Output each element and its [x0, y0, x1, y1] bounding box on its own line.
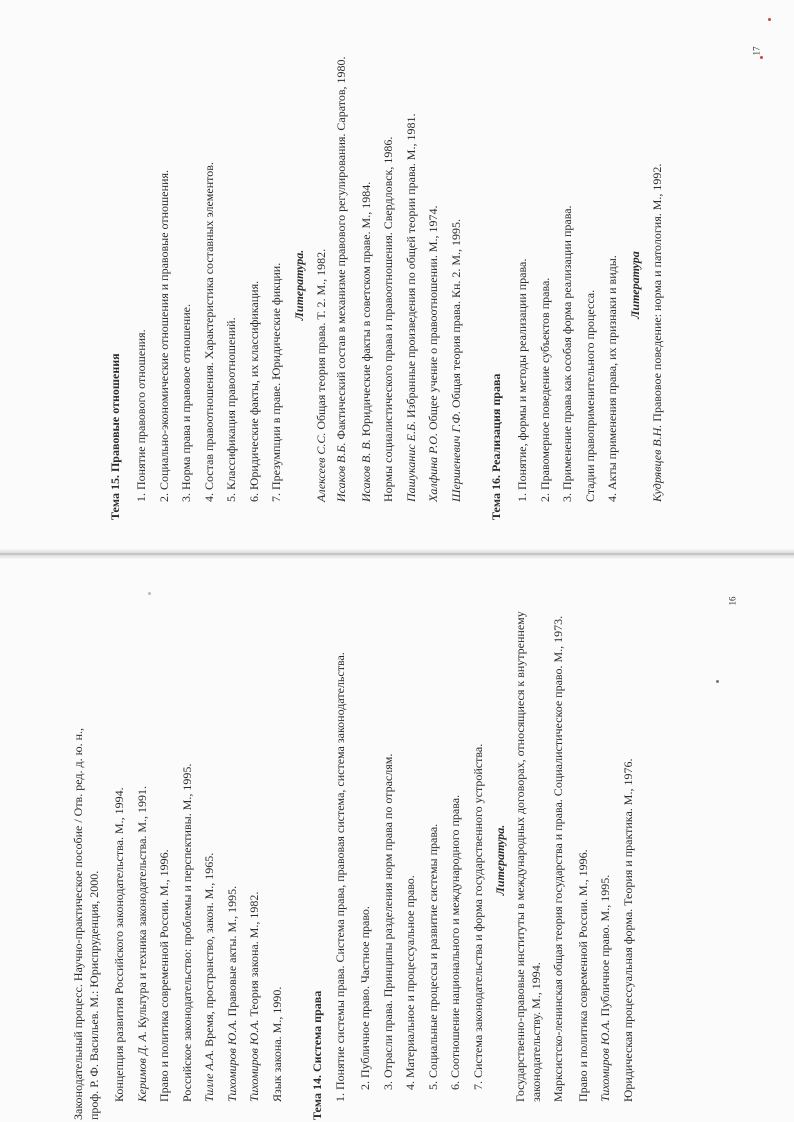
topic-14-item: 4. Материальное и процессуальное право. — [403, 875, 417, 1090]
topic-14-item: 7. Система законодательства и форма государственного устройства. — [470, 743, 485, 1090]
reference: Керимов Д. А. Культура и техника законодательства. М., 1991. — [134, 785, 149, 1102]
literature-item: Право и политика современной России. М., 1996. — [575, 849, 590, 1102]
literature-item: Халфина Р.О. Общее учение о правоотношении. М., 1974. — [426, 205, 440, 502]
topic-14-title: Тема 14. Система права — [310, 990, 324, 1120]
scan-speck — [768, 18, 771, 21]
literature-heading: Литература. — [493, 824, 507, 896]
topic-16-item: Стадии правоприменительного процесса. — [582, 289, 597, 502]
continuation-line: проф. Р. Ф. Васильев. М.: Юриспруденция, 2000. — [87, 870, 101, 1120]
reference: Право и политика современной России. М., 1996. — [157, 849, 171, 1102]
topic-16-item: 3. Применение права как особая форма реализации права. — [560, 205, 574, 502]
literature-item: Марксистско-ленинская общая теория государства и права. Социалистическое право. М., 1973. — [550, 615, 565, 1102]
page-number-16: 16 — [727, 596, 738, 606]
page-16 — [70, 600, 640, 1120]
literature-item: Алексеев С.С. Общая теория права. Т. 2. М., 1982. — [314, 248, 328, 502]
topic-14-item: 2. Публичное право. Частное право. — [358, 906, 372, 1090]
literature-item: Тихомиров Ю.А. Публичное право. М., 1995. — [598, 874, 612, 1102]
reference: Тихомиров Ю.А. Правовые акты. М., 1995. — [224, 885, 239, 1102]
literature-item: Шершеневич Г.Ф. Общая теория права. Кн. 2. М., 1995. — [448, 218, 463, 502]
reference: Концепция развития Российского законодательства. М., 1994. — [112, 787, 126, 1102]
literature-item: Государственно-правовые институты в международных договорах, относящиеся к внутреннему законодательству. М., 1994. — [512, 611, 543, 1102]
page-17 — [100, 50, 720, 520]
literature-item: Кудрявцев В.Н. Правовое поведение: норма и патология. М., 1992. — [650, 163, 664, 502]
topic-14-item: 1. Понятие системы права. Система права, правовая система, система законодательства. — [333, 652, 347, 1102]
topic-14-item: 3. Отрасли права. Принципы разделения норм права по отраслям. — [380, 753, 395, 1090]
topic-15-item: 5. Классификация правоотношений. — [224, 317, 238, 502]
page-number-17: 17 — [751, 46, 762, 56]
topic-15-item: 2. Социально-экономические отношения и правовые отношения. — [156, 170, 171, 502]
topic-15-item: 3. Норма права и правовое отношение. — [179, 304, 193, 502]
literature-item: Пашуканис Е.Б. Избранные произведения по общей теории права. М., 1981. — [403, 113, 418, 502]
topic-15-item: 7. Презумпции в праве. Юридические фикции. — [269, 262, 283, 502]
topic-16-item: 1. Понятие, формы и методы реализации права. — [515, 258, 529, 502]
reference: Язык закона. М., 1990. — [269, 986, 284, 1102]
scan-speck — [716, 680, 719, 683]
literature-heading: Литература — [627, 251, 642, 319]
topic-15-title: Тема 15. Правовые отношения — [108, 353, 122, 520]
topic-16-item: 4. Акты применения права, их признаки и виды. — [605, 255, 619, 502]
topic-16-item: 2. Правомерное поведение субъектов права. — [537, 277, 552, 502]
continuation-line: Законодательный процесс. Научно-практическое пособие / Отв. ред. д. ю. н., — [71, 728, 85, 1120]
scan-speck — [760, 56, 763, 59]
topic-15-item: 1. Понятие правового отношения. — [134, 329, 148, 502]
reference: Российское законодательство: проблемы и перспективы. М., 1995. — [179, 763, 194, 1102]
topic-14-item: 6. Соотношение национального и международного права. — [448, 794, 462, 1090]
continuation-text — [70, 600, 108, 1120]
literature-item: Исаков В. В. Юридические факты в советском праве. М., 1984. — [358, 181, 373, 502]
literature-item: Исаков В.Б. Фактический состав в механизме правового регулирования. Саратов, 1980. — [333, 56, 348, 502]
literature-heading: Литература. — [291, 249, 306, 321]
page-fold — [0, 548, 794, 560]
topic-16-title: Тема 16. Реализация права — [489, 373, 503, 520]
reference: Тилле А.А. Время, пространство, закон. М., 1965. — [202, 852, 216, 1102]
literature-item: Юридическая процессуальная форма. Теория и практика. М., 1976. — [620, 758, 635, 1102]
literature-item: Нормы социалистического права и правоотношения. Свердловск, 1986. — [381, 136, 395, 502]
topic-15-item: 6. Юридические факты, их классификация. — [246, 280, 261, 502]
topic-14-item: 5. Социальные процессы и развитие системы права. — [425, 823, 440, 1090]
topic-15-item: 4. Состав правоотношения. Характеристика составных элементов. — [201, 162, 216, 502]
reference: Тихомиров Ю.А. Теория закона. М., 1982. — [247, 891, 261, 1102]
scan-speck — [148, 592, 151, 595]
